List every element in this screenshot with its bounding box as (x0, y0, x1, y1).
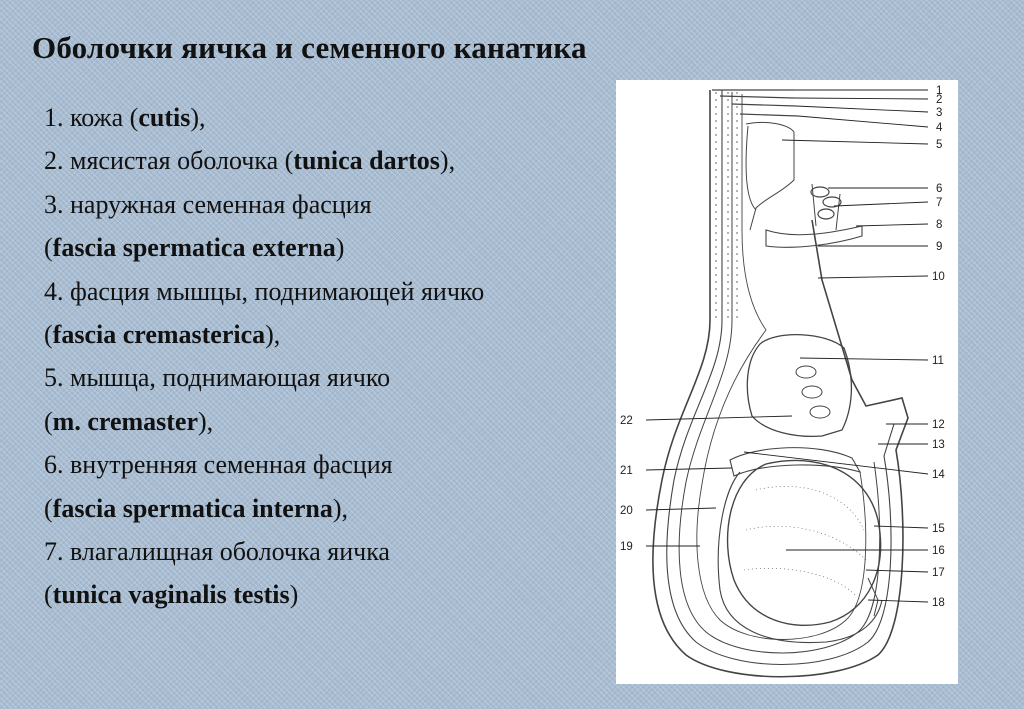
list-line: (m. cremaster), (44, 406, 214, 436)
cord-vessels (766, 184, 862, 247)
testis (718, 460, 882, 642)
list-line: 2. мясистая оболочка (tunica dartos), (44, 146, 456, 176)
figure-label: 5 (936, 139, 943, 151)
list-line: 1. кожа (cutis), (44, 103, 206, 132)
figure-label: 18 (932, 597, 945, 609)
figure-label: 12 (932, 419, 945, 431)
slide-title: Оболочки яичка и семенного канатика (32, 30, 587, 65)
figure-label: 11 (932, 355, 944, 367)
list-line: 7. влагалищная оболочка яичка (44, 536, 390, 566)
list-line: 6. внутренняя семенная фасция (44, 450, 393, 480)
figure-label: 10 (932, 271, 945, 283)
anatomy-drawing (616, 80, 958, 684)
figure-label: 14 (932, 469, 945, 481)
figure-label: 4 (936, 122, 943, 134)
list-line: 5. мышца, поднимающая яичко (44, 363, 391, 393)
list-line: (fascia cremasterica), (44, 319, 281, 349)
figure-label: 16 (932, 545, 945, 557)
list-line: (tunica vaginalis testis) (44, 580, 299, 610)
figure-label: 3 (936, 107, 943, 119)
figure-label: 9 (936, 241, 943, 253)
list-line: 4. фасция мышцы, поднимающей яичко (44, 276, 485, 306)
figure-label: 19 (620, 541, 633, 553)
figure-label: 13 (932, 439, 945, 451)
figure-label: 22 (620, 415, 633, 427)
list-line: (fascia spermatica externa) (44, 233, 345, 263)
labels-right (932, 85, 945, 609)
leader-lines-right (744, 90, 928, 602)
figure-label: 1 (936, 85, 943, 97)
labels-left (620, 415, 633, 553)
figure-label: 2 (936, 94, 943, 106)
membrane-list (44, 96, 604, 617)
figure-label: 7 (936, 197, 943, 209)
figure-label: 8 (936, 219, 943, 231)
figure-label: 20 (620, 505, 633, 517)
figure-label: 6 (936, 183, 943, 195)
figure-label: 15 (932, 523, 945, 535)
figure-label: 17 (932, 567, 945, 579)
figure-label: 21 (620, 465, 633, 477)
list-line: 3. наружная семенная фасция (44, 189, 372, 219)
vaginal-cavity (730, 335, 860, 476)
list-line: (fascia spermatica interna), (44, 493, 349, 523)
anatomy-figure (616, 80, 958, 684)
